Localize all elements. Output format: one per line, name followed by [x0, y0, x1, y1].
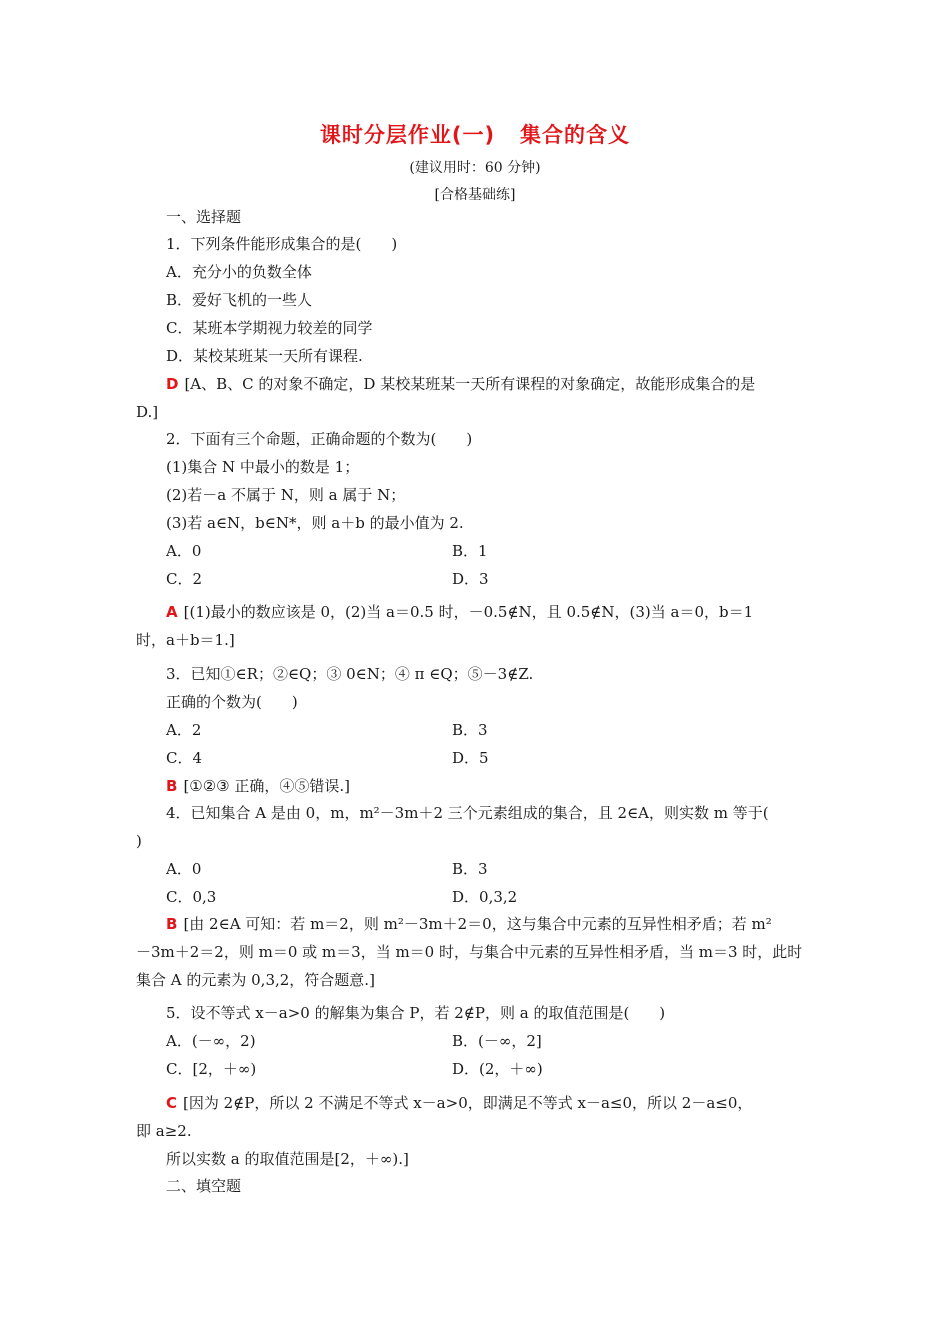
q2-stem: 2．下面有三个命题，正确命题的个数为( )	[166, 430, 473, 448]
q4-explanation-cont2: 集合 A 的元素为 0,3,2，符合题意.]	[136, 971, 375, 989]
time-note: (建议用时：60 分钟)	[409, 160, 541, 176]
q1-stem: 1．下列条件能形成集合的是( )	[166, 235, 398, 253]
q3-option-c: C．4	[166, 749, 203, 767]
q2-answer: A	[166, 603, 178, 621]
q3-option-a: A．2	[166, 721, 202, 739]
section-heading: 一、选择题	[166, 208, 242, 226]
q2-option-c: C．2	[166, 570, 203, 588]
q1-explanation: D [A、B、C 的对象不确定，D 某校某班某一天所有课程的对象确定，故能形成集合的是	[166, 375, 756, 393]
q3-explanation: B [①②③ 正确，④⑤错误.]	[166, 777, 351, 795]
q2-explanation: A [(1)最小的数应该是 0，(2)当 a＝0.5 时，－0.5∉N，且 0.5∉N，(3)当 a＝0，b＝1	[166, 603, 754, 621]
q1-option-d: D．某校某班某一天所有课程.	[166, 347, 363, 365]
section-heading-2: 二、填空题	[166, 1177, 242, 1195]
page-title: 课时分层作业(一) 集合的含义	[319, 123, 631, 147]
q2-option-b: B．1	[452, 542, 488, 560]
q4-option-a: A．0	[166, 860, 202, 878]
q2-option-a: A．0	[166, 542, 202, 560]
q5-stem: 5．设不等式 x－a>0 的解集为集合 P，若 2∉P，则 a 的取值范围是( )	[166, 1004, 666, 1022]
q4-explanation: B [由 2∈A 可知：若 m＝2，则 m²－3m＋2＝0，这与集合中元素的互异性相矛盾；若 m²	[166, 915, 772, 933]
q1-explanation-cont: D.]	[136, 403, 159, 421]
q2-statement-1: (1)集合 N 中最小的数是 1；	[166, 458, 360, 476]
q1-answer: D	[166, 375, 179, 393]
q1-option-a: A．充分小的负数全体	[166, 263, 312, 281]
q3-answer: B	[166, 777, 178, 795]
q3-stem-cont: 正确的个数为( )	[166, 693, 298, 711]
q5-explanation-cont2: 所以实数 a 的取值范围是[2，＋∞).]	[166, 1150, 409, 1168]
q3-option-d: D．5	[452, 749, 489, 767]
q5-explanation-cont: 即 a≥2.	[136, 1122, 192, 1140]
q5-answer: C	[166, 1094, 178, 1112]
q4-stem: 4．已知集合 A 是由 0，m，m²－3m＋2 三个元素组成的集合，且 2∈A，则实数 m 等于(	[166, 804, 769, 822]
q1-option-b: B．爱好飞机的一些人	[166, 291, 313, 309]
q2-statement-3: (3)若 a∈N，b∈N*，则 a＋b 的最小值为 2.	[166, 514, 464, 532]
q4-option-c: C．0,3	[166, 888, 217, 906]
q5-option-c: C．[2，＋∞)	[166, 1060, 257, 1078]
q2-explanation-cont: 时，a＋b＝1.]	[136, 631, 235, 649]
level-label: [合格基础练]	[434, 187, 516, 203]
q3-stem: 3．已知①∈R；②∈Q；③ 0∈N；④ π ∈Q；⑤－3∉Z.	[166, 665, 534, 683]
q5-option-b: B．(－∞，2]	[452, 1032, 542, 1050]
q4-answer: B	[166, 915, 178, 933]
q5-option-d: D．(2，＋∞)	[452, 1060, 543, 1078]
q4-stem-cont: )	[136, 832, 142, 850]
q4-explanation-cont: －3m＋2＝2，则 m＝0 或 m＝3，当 m＝0 时，与集合中元素的互异性相矛盾，当 m＝3 时，此时	[136, 943, 803, 961]
q4-option-d: D．0,3,2	[452, 888, 518, 906]
q1-option-c: C．某班本学期视力较差的同学	[166, 319, 373, 337]
q2-statement-2: (2)若－a 不属于 N，则 a 属于 N；	[166, 486, 406, 504]
q5-option-a: A．(－∞，2)	[166, 1032, 256, 1050]
q5-explanation: C [因为 2∉P，所以 2 不满足不等式 x－a>0，即满足不等式 x－a≤0，所以 2－a≤0，	[166, 1094, 753, 1112]
q3-option-b: B．3	[452, 721, 488, 739]
q4-option-b: B．3	[452, 860, 488, 878]
q2-option-d: D．3	[452, 570, 489, 588]
